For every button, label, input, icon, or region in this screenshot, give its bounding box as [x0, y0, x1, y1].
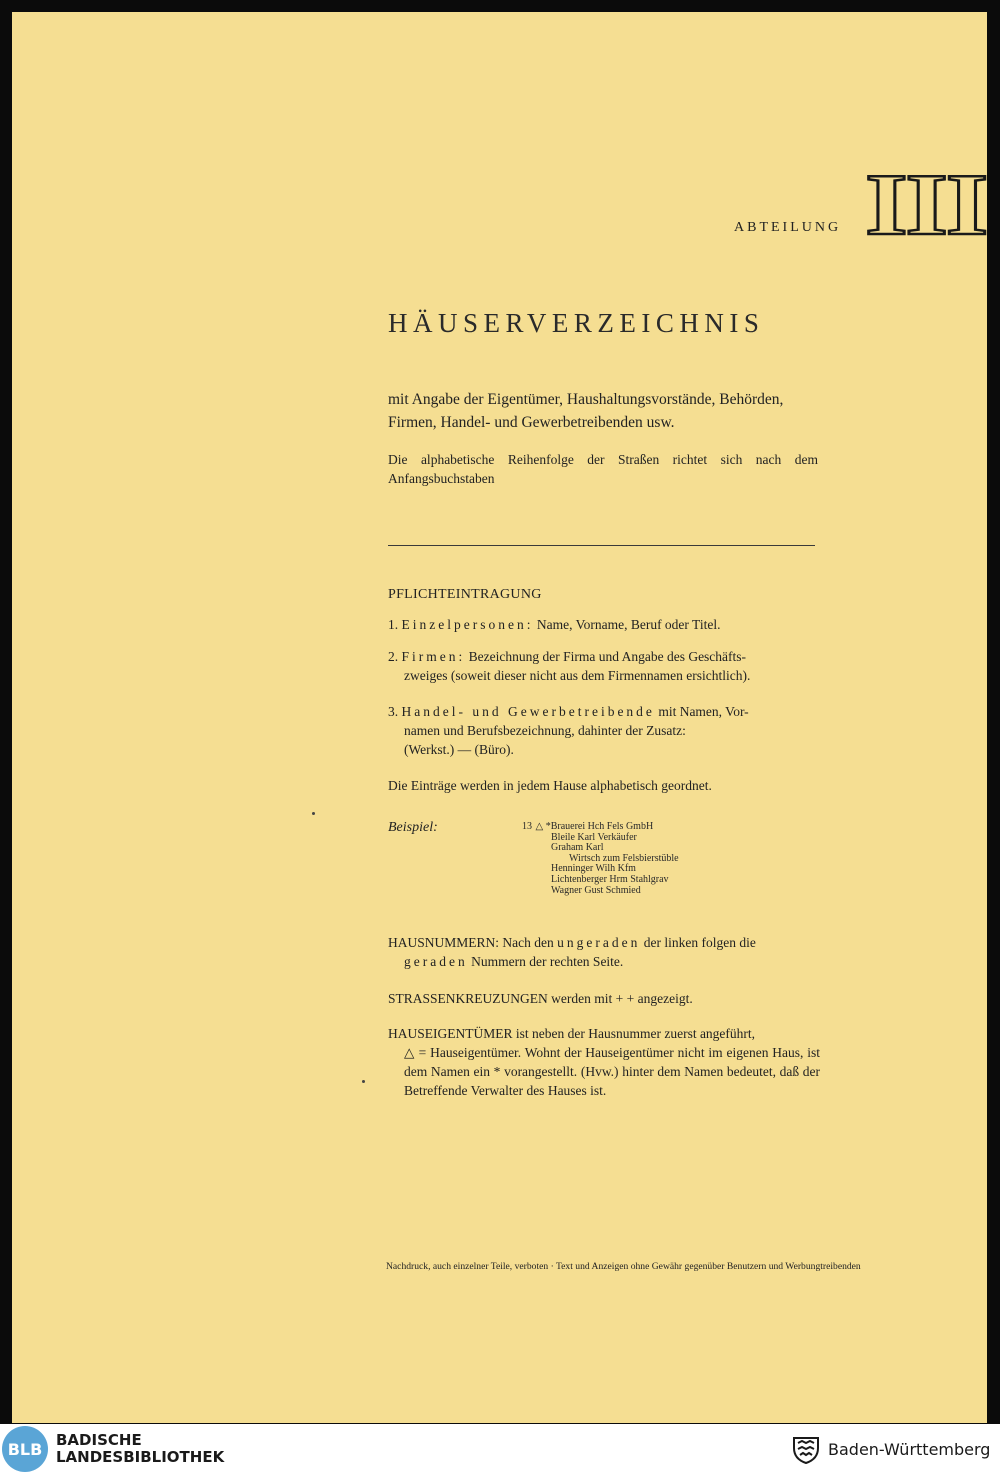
pflicht-item-1: [388, 615, 820, 634]
hausnummern-text: Nummern der rechten Seite.: [471, 954, 624, 969]
library-name: [56, 1432, 224, 1466]
item-text-cont: zweiges (soweit dieser nicht aus dem Firmennamen ersichtlich).: [404, 668, 751, 683]
kreuzungen-label: STRASSENKREUZUNGEN: [388, 991, 548, 1006]
item-number: 2.: [388, 649, 399, 664]
eigentuemer-label: HAUSEIGENTÜMER: [388, 1026, 513, 1041]
paper-speck: [312, 812, 315, 815]
hausnummern-spaced: geraden: [404, 954, 468, 969]
example-line: Lichtenberger Hrm Stahlgrav: [551, 873, 669, 885]
document-page: [12, 12, 987, 1423]
paper-speck: [362, 1080, 365, 1083]
example-house-number: 13: [522, 821, 532, 832]
page-title: HÄUSERVERZEICHNIS: [388, 308, 765, 338]
example-line: Henninger Wilh Kfm: [551, 863, 636, 875]
example-line: Bleile Karl Verkäufer: [551, 831, 637, 843]
item-text: mit Namen, Vor-: [658, 704, 749, 719]
example-line: Graham Karl: [551, 842, 604, 854]
item-label: Handel- und Gewerbetreibende: [401, 704, 655, 719]
kreuzungen-text: werden mit + + angezeigt.: [551, 991, 693, 1006]
eintraege-note: Die Einträge werden in jedem Hause alphabetisch geordnet.: [388, 778, 712, 793]
subtitle-line2: Die alphabetische Reihenfolge der Straßen richtet sich nach dem Anfangsbuchstaben: [388, 452, 818, 486]
item-text: Name, Vorname, Beruf oder Titel.: [536, 617, 721, 632]
bw-brand[interactable]: [792, 1434, 990, 1464]
item-text-cont: namen und Berufsbezeichnung, dahinter der Zusatz:: [404, 723, 686, 738]
hausnummern-text: Nach den: [502, 935, 554, 950]
example-line: Wagner Gust Schmied: [551, 884, 641, 896]
hausnummern-text: der linken folgen die: [643, 935, 756, 950]
pflicht-item-3: [388, 702, 820, 759]
blb-logo[interactable]: BLB: [2, 1426, 48, 1472]
coat-of-arms-icon: [792, 1434, 820, 1464]
beispiel-label: Beispiel:: [388, 820, 438, 835]
hausnummern-cont: [388, 952, 820, 971]
section-roman-numeral: III: [865, 157, 986, 254]
library-footer-bar: [0, 1424, 1000, 1474]
library-name-line1: BADISCHE: [56, 1431, 142, 1449]
eigentuemer-cont: △ = Hauseigentümer. Wohnt der Hauseigentümer nicht im eigenen Haus, ist dem Namen ein * vorangestellt. (Hvw.) hinter dem Namen bedeutet, daß der Betreffende Verwalter des Hauses ist.: [404, 1045, 820, 1098]
library-name-line2: LANDESBIBLIOTHEK: [56, 1448, 225, 1466]
kreuzungen-note: [388, 989, 820, 1008]
eigentuemer-text: ist neben der Hausnummer zuerst angeführt,: [515, 1026, 756, 1041]
example-entry: △ *Brauerei Hch Fels GmbH: [535, 821, 654, 832]
item-text-cont: (Werkst.) — (Büro).: [404, 742, 514, 757]
item-number: 3.: [388, 704, 399, 719]
pflicht-heading: PFLICHTEINTRAGUNG: [388, 587, 542, 602]
example-line: [522, 822, 679, 833]
subtitle-line1: mit Angabe der Eigentümer, Haushaltungsvorstände, Behörden, Firmen, Handel- und Gewerbetreibenden usw.: [388, 391, 784, 431]
bw-name: Baden-Württemberg: [828, 1439, 991, 1459]
hausnummern-label: HAUSNUMMERN:: [388, 935, 500, 950]
eigentuemer-note: [388, 1024, 820, 1100]
item-text: Bezeichnung der Firma und Angabe des Geschäfts-: [468, 649, 747, 664]
section-label: ABTEILUNG: [734, 220, 842, 235]
divider-rule: [388, 545, 815, 546]
hausnummern-spaced: ungeraden: [557, 935, 641, 950]
item-number: 1.: [388, 617, 399, 632]
hausnummern-note: [388, 933, 820, 971]
example-line: Wirtsch zum Felsbierstüble: [569, 852, 679, 864]
beispiel-example: [522, 822, 679, 896]
item-label: Firmen:: [401, 649, 466, 664]
item-label: Einzelpersonen:: [401, 617, 534, 632]
footer-notice: Nachdruck, auch einzelner Teile, verboten · Text und Anzeigen ohne Gewähr gegenüber Benutzern und Werbungtreibenden: [386, 1261, 861, 1272]
pflicht-item-2: [388, 647, 820, 685]
